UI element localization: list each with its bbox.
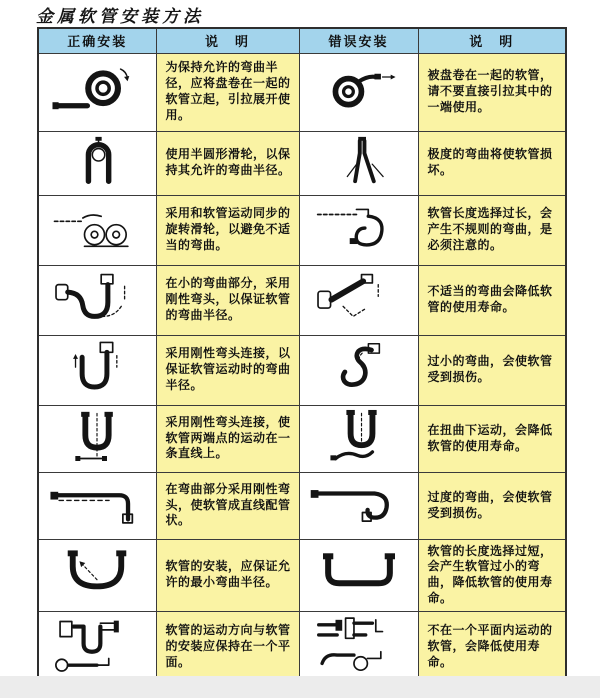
wrong-description-cell <box>418 611 566 683</box>
hose-too-long-irregular-bend-illustration <box>311 201 407 255</box>
semicircular-pulley-illustration <box>62 133 132 189</box>
excessive-end-bend-illustration <box>309 478 409 528</box>
table-row <box>38 265 566 335</box>
installation-method-table <box>37 27 567 684</box>
correct-figure-cell <box>38 131 156 195</box>
table-row <box>38 472 566 539</box>
straight-piping-with-elbow-illustration <box>47 478 147 528</box>
wrong-description-cell <box>418 195 566 265</box>
table-row <box>38 335 566 405</box>
description-text: 软管的长度选择过短，会产生软管过小的弯曲，降低软管的使用寿命。 <box>427 543 553 605</box>
description-text: 被盘卷在一起的软管，请不要直接引拉其中的一端使用。 <box>427 68 553 114</box>
extreme-bend-illustration <box>324 132 394 190</box>
correct-figure-cell <box>38 53 156 131</box>
wrong-figure-cell <box>299 53 418 131</box>
description-text: 为保持允许的弯曲半径，应将盘卷在一起的软管立起，引拉展开使用。 <box>165 60 291 122</box>
correct-description-cell <box>156 611 299 683</box>
correct-description-cell <box>156 265 299 335</box>
correct-description-cell <box>156 472 299 539</box>
correct-figure-cell <box>38 265 156 335</box>
header-wrong-description: 说 明 <box>418 28 566 53</box>
twisted-motion-illustration <box>317 406 401 466</box>
correct-description-cell <box>156 539 299 611</box>
correct-figure-cell <box>38 539 156 611</box>
wrong-figure-cell <box>299 539 418 611</box>
wrong-description-cell <box>418 335 566 405</box>
out-of-plane-motion-illustration <box>312 614 406 676</box>
table-row <box>38 53 566 131</box>
synchronized-rotating-pulley-illustration <box>49 203 145 253</box>
correct-description-cell <box>156 131 299 195</box>
coiled-hose-stood-up-illustration <box>49 62 145 118</box>
wrong-description-cell <box>418 539 566 611</box>
correct-figure-cell <box>38 611 156 683</box>
wrong-figure-cell <box>299 131 418 195</box>
wrong-figure-cell <box>299 472 418 539</box>
bend-too-small-illustration <box>323 338 395 398</box>
description-text: 使用半圆形滑轮，以保持其允许的弯曲半径。 <box>165 147 291 177</box>
correct-description-cell <box>156 195 299 265</box>
coiled-hose-end-pulled-illustration <box>314 64 404 116</box>
description-text: 在弯曲部分采用刚性弯头，使软管成直线配管状。 <box>165 481 291 528</box>
description-text: 采用刚性弯头连接，以保证软管运动时的弯曲半径。 <box>165 346 291 392</box>
description-text: 不适当的弯曲会降低软管的使用寿命。 <box>427 284 553 314</box>
description-text: 在扭曲下运动，会降低软管的使用寿命。 <box>427 422 553 453</box>
description-text: 软管长度选择过长，会产生不规则的弯曲，是必须注意的。 <box>427 206 553 252</box>
improper-sharp-bend-illustration <box>313 271 405 325</box>
correct-description-cell <box>156 53 299 131</box>
correct-description-cell <box>156 405 299 472</box>
footer-strip <box>0 676 600 698</box>
description-text: 过小的弯曲，会使软管受到损伤。 <box>427 354 553 384</box>
wrong-description-cell <box>418 53 566 131</box>
description-text: 软管的运动方向与软管的安装应保持在一个平面。 <box>165 623 291 669</box>
table-row <box>38 611 566 683</box>
page-title: 金属软管安装方法 <box>36 7 204 27</box>
correct-description-cell <box>156 335 299 405</box>
description-text: 在小的弯曲部分，采用刚性弯头，以保证软管的弯曲半径。 <box>165 276 291 322</box>
correct-figure-cell <box>38 405 156 472</box>
wrong-figure-cell <box>299 405 418 472</box>
rigid-elbow-small-bend-illustration <box>51 268 143 328</box>
wrong-description-cell <box>418 472 566 539</box>
table-row <box>38 195 566 265</box>
wrong-figure-cell <box>299 195 418 265</box>
wrong-description-cell <box>418 265 566 335</box>
endpoints-on-straight-line-illustration <box>57 406 137 466</box>
table-row <box>38 539 566 611</box>
description-text: 软管的安装，应保证允许的最小弯曲半径。 <box>165 559 291 590</box>
minimum-bend-radius-illustration <box>51 546 143 600</box>
wrong-description-cell <box>418 131 566 195</box>
header-correct-installation: 正确安装 <box>38 28 156 53</box>
correct-figure-cell <box>38 195 156 265</box>
table-header <box>38 28 566 53</box>
wrong-description-cell <box>418 405 566 472</box>
table-row <box>38 131 566 195</box>
wrong-figure-cell <box>299 265 418 335</box>
rigid-elbow-connection-illustration <box>59 338 135 398</box>
correct-figure-cell <box>38 472 156 539</box>
header-correct-description: 说 明 <box>156 28 299 53</box>
table-row <box>38 405 566 472</box>
description-text: 过度的弯曲，会使软管受到损伤。 <box>427 489 553 520</box>
description-text: 采用刚性弯头连接，使软管两端点的运动在一条直线上。 <box>165 414 291 461</box>
hose-too-short-illustration <box>311 549 407 597</box>
description-text: 采用和软管运动同步的旋转滑轮，以避免不适当的弯曲。 <box>165 206 291 252</box>
correct-figure-cell <box>38 335 156 405</box>
description-text: 不在一个平面内运动的软管，会降低使用寿命。 <box>427 623 553 669</box>
header-wrong-installation: 错误安装 <box>299 28 418 53</box>
wrong-figure-cell <box>299 611 418 683</box>
motion-in-same-plane-illustration <box>50 614 144 676</box>
description-text: 极度的弯曲将使软管损坏。 <box>427 147 553 177</box>
table-body <box>38 53 566 683</box>
wrong-figure-cell <box>299 335 418 405</box>
